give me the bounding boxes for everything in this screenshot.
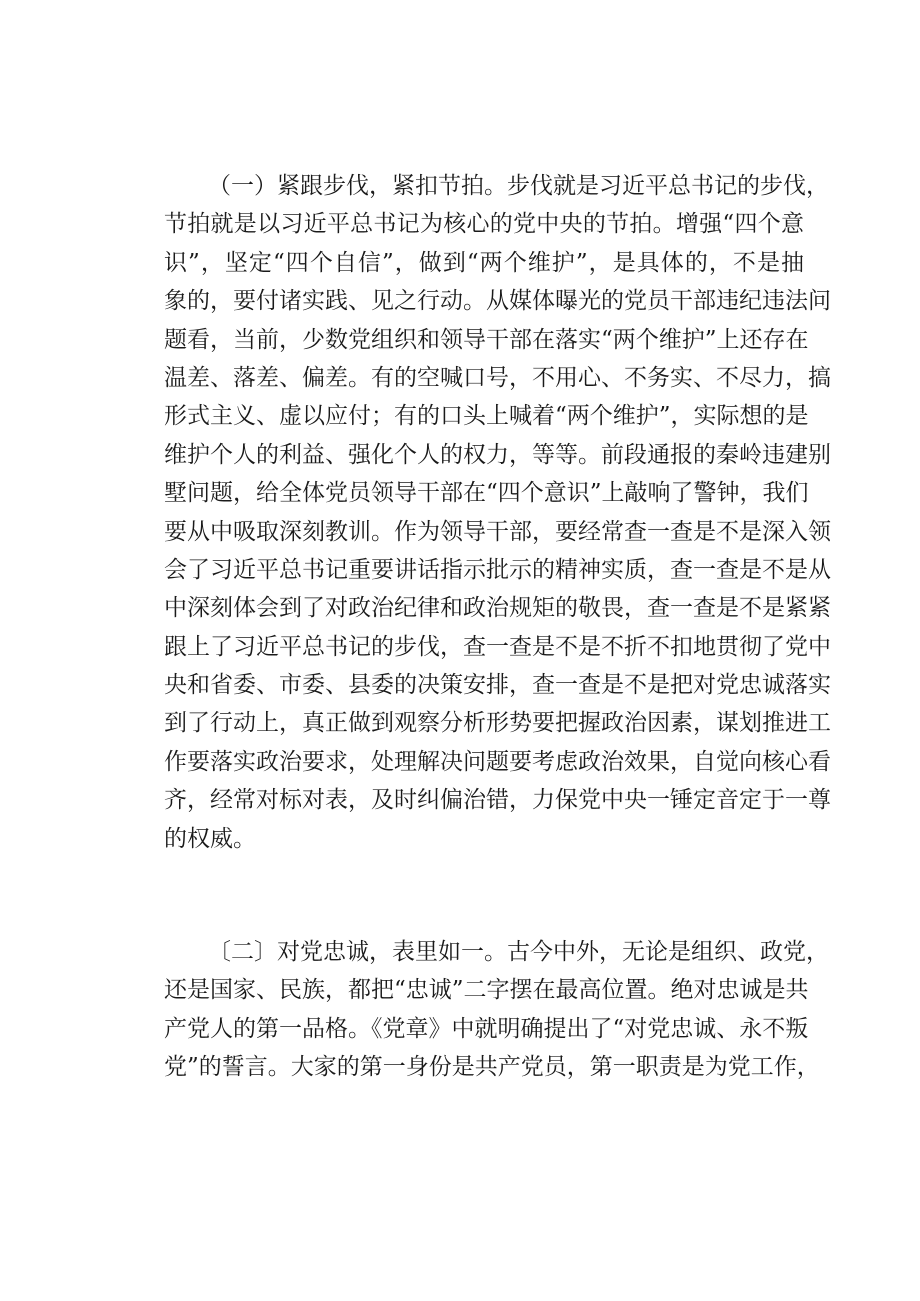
paragraph-line: 齐，经常对标对表，及时纠偏治错，力保党中央一锤定音定于一尊 — [164, 787, 831, 814]
paragraph-line: 节拍就是以习近平总书记为核心的党中央的节拍。增强“四个意 — [164, 211, 804, 238]
paragraph-line: （一）紧跟步伐，紧扣节拍。步伐就是习近平总书记的步伐， — [208, 173, 829, 199]
paragraph-line: 到了行动上，真正做到观察分析形势要把握政治因素，谋划推进工 — [164, 710, 831, 737]
paragraph-line: 作要落实政治要求，处理解决问题要考虑政治效果，自觉向核心看 — [164, 748, 831, 775]
paragraph-line: 识”，坚定“四个自信”，做到“两个维护”，是具体的，不是抽 — [164, 249, 804, 276]
paragraph-line: 会了习近平总书记重要讲话指示批示的精神实质，查一查是不是从 — [164, 556, 831, 583]
paragraph-line: 要从中吸取深刻教训。作为领导干部，要经常查一查是不是深入领 — [164, 518, 831, 545]
paragraph-line: 维护个人的利益、强化个人的权力，等等。前段通报的秦岭违建别 — [164, 441, 831, 468]
paragraph-line: 温差、落差、偏差。有的空喊口号，不用心、不务实、不尽力，搞 — [164, 364, 831, 391]
paragraph-line: 央和省委、市委、县委的决策安排，查一查是不是把对党忠诚落实 — [164, 672, 831, 699]
paragraph-line: 中深刻体会到了对政治纪律和政治规矩的敬畏，查一查是不是紧紧 — [164, 595, 831, 622]
paragraph-line: 题看，当前，少数党组织和领导干部在落实“两个维护”上还存在 — [164, 326, 809, 353]
paragraph-line: 〔二〕对党忠诚，表里如一。古今中外，无论是组织、政党， — [208, 939, 829, 965]
paragraph-line: 形式主义、虚以应付；有的口头上喊着“两个维护”，实际想的是 — [164, 403, 809, 430]
paragraph-1 — [164, 167, 831, 858]
paragraph-line: 象的，要付诸实践、见之行动。从媒体曝光的党员干部违纪违法问 — [164, 288, 831, 315]
paragraph-line: 墅问题，给全体党员领导干部在“四个意识”上敲响了警钟，我们 — [164, 480, 809, 507]
paragraph-2 — [164, 933, 829, 1087]
paragraph-line: 党”的誓言。大家的第一身份是共产党员，第一职责是为党工作， — [164, 1054, 820, 1081]
paragraph-line: 产党人的第一品格。《党章》中就明确提出了“对党忠诚、永不叛 — [164, 1015, 809, 1042]
paragraph-line: 的权威。 — [164, 825, 256, 852]
paragraph-line: 还是国家、民族，都把“忠诚”二字摆在最高位置。绝对忠诚是共 — [164, 977, 809, 1004]
paragraph-line: 跟上了习近平总书记的步伐，查一查是不是不折不扣地贯彻了党中 — [164, 633, 831, 660]
